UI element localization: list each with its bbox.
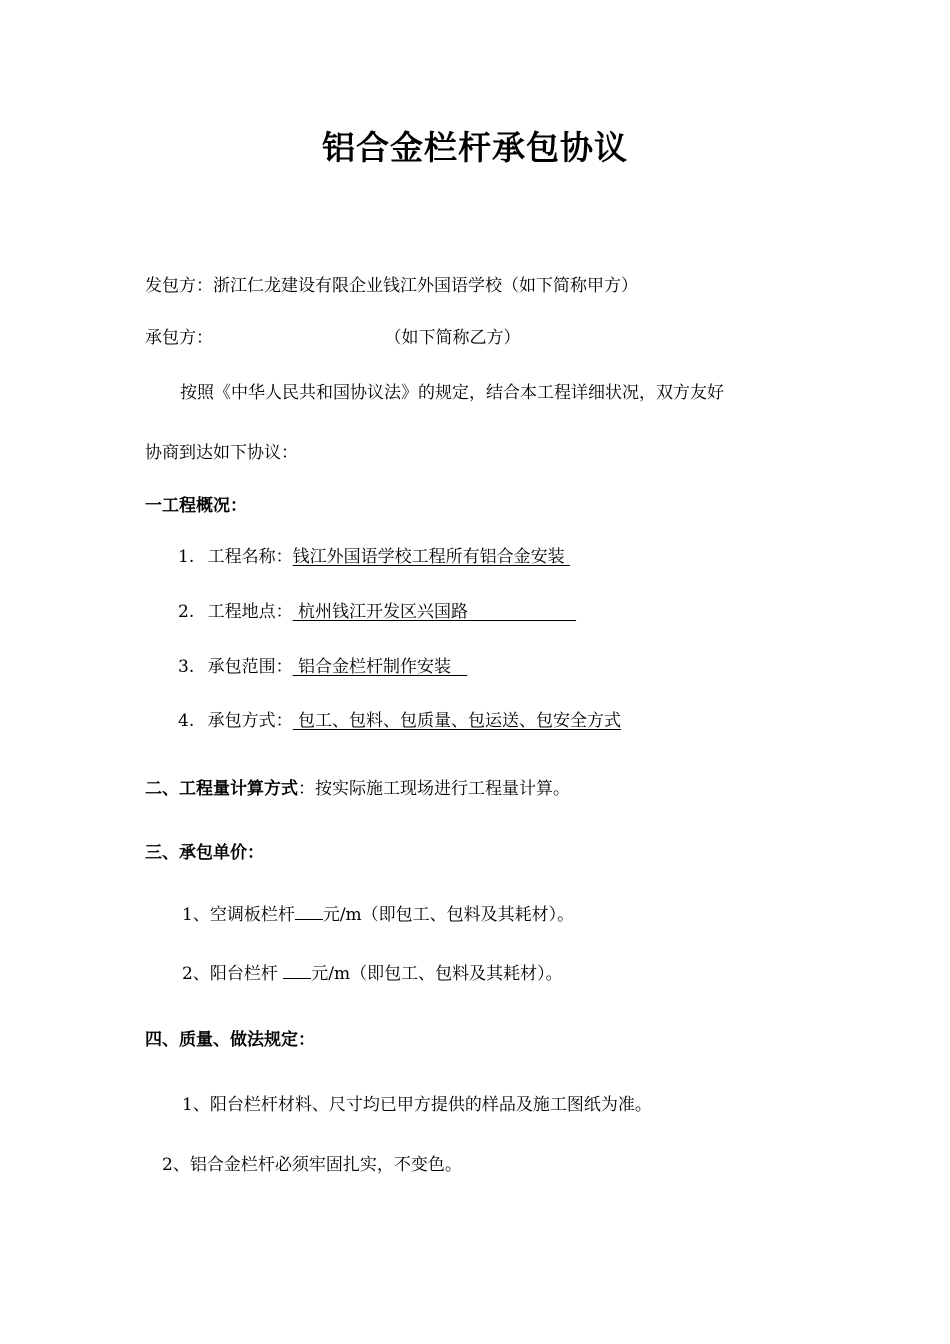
document-title: 铝合金栏杆承包协议 — [322, 128, 628, 167]
party-a-label: 发包方： — [145, 276, 213, 296]
project-item-3 — [178, 656, 467, 678]
party-a-value: 浙江仁龙建设有限企业钱江外国语学校（如下简称甲方） — [213, 276, 638, 296]
project-item-2-value: 杭州钱江开发区兴国路 — [292, 602, 577, 622]
party-b-line — [145, 327, 521, 349]
project-item-2-label: 工程地点： — [207, 602, 293, 622]
project-item-1 — [178, 546, 570, 568]
price-item-2-blank — [283, 961, 311, 979]
price-item-1-prefix: 1、空调板栏杆 — [182, 905, 295, 925]
quality-item-2: 2、铝合金栏杆必须牢固扎实，不变色。 — [162, 1155, 462, 1175]
project-item-4-num: 4. — [178, 711, 195, 731]
section-2-text: 按实际施工现场进行工程量计算。 — [315, 779, 570, 799]
party-b-value: （如下简称乙方） — [393, 328, 521, 348]
price-item-2 — [182, 961, 563, 985]
project-item-2 — [178, 601, 576, 623]
project-item-4 — [178, 710, 621, 732]
price-item-2-suffix: 元/m（即包工、包料及其耗材）。 — [311, 964, 563, 984]
project-item-3-num: 3. — [178, 657, 195, 677]
project-item-1-label: 工程名称： — [207, 547, 293, 567]
party-a-line — [145, 275, 638, 297]
intro-line-1: 按照《中华人民共和国协议法》的规定，结合本工程详细状况，双方友好 — [180, 383, 724, 403]
project-item-2-num: 2. — [178, 602, 195, 622]
price-item-1 — [182, 902, 574, 926]
section-4-heading: 四、质量、做法规定： — [145, 1030, 315, 1050]
price-item-2-prefix: 2、阳台栏杆 — [182, 964, 284, 984]
section-3-heading: 三、承包单价： — [145, 843, 264, 863]
price-item-1-blank — [295, 902, 323, 920]
project-item-3-value: 铝合金栏杆制作安装 — [292, 657, 468, 677]
section-2-heading: 二、工程量计算方式 — [145, 779, 298, 799]
project-item-4-value: 包工、包料、包质量、包运送、包安全方式 — [292, 711, 622, 731]
price-item-1-suffix: 元/m（即包工、包料及其耗材）。 — [322, 905, 575, 925]
project-item-1-value: 钱江外国语学校工程所有铝合金安装 — [292, 547, 571, 567]
intro-line-2: 协商到达如下协议： — [145, 443, 298, 463]
project-item-1-num: 1. — [178, 547, 195, 567]
project-item-3-label: 承包范围： — [207, 657, 293, 677]
project-item-4-label: 承包方式： — [207, 711, 293, 731]
party-b-label: 承包方： — [145, 328, 213, 348]
quality-item-1: 1、阳台栏杆材料、尺寸均已甲方提供的样品及施工图纸为准。 — [182, 1095, 652, 1115]
section-2-colon: ： — [298, 779, 315, 799]
section-1-heading: 一工程概况： — [145, 496, 247, 516]
section-2-line — [145, 778, 570, 800]
